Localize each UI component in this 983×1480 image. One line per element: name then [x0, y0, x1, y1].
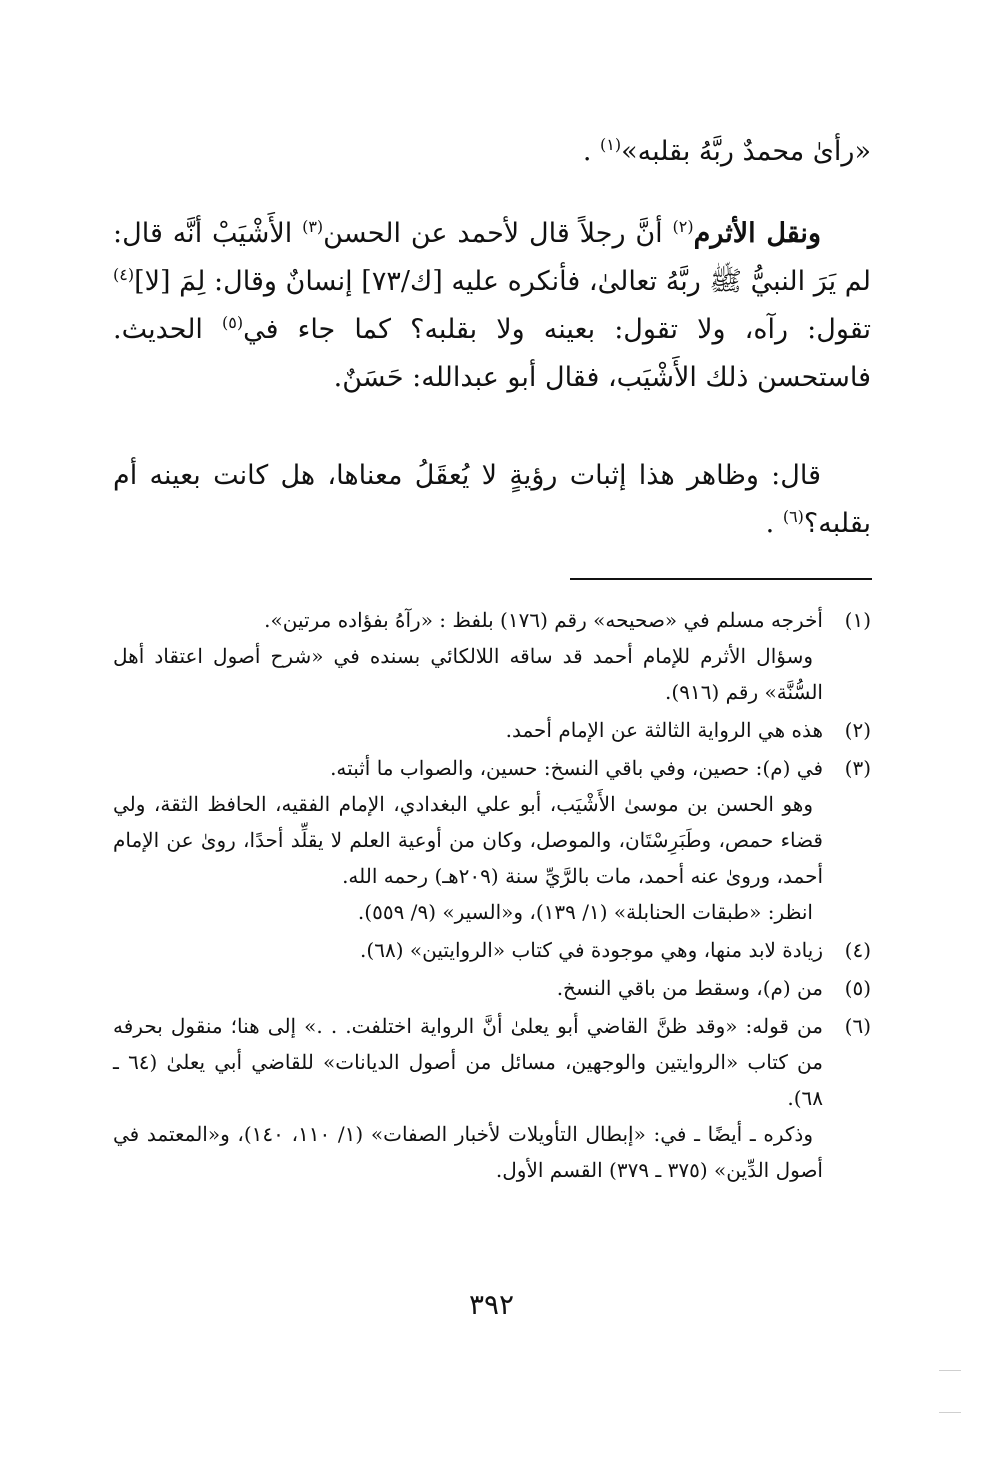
footnote-ref-6: (٦): [782, 507, 804, 526]
footnote-ref-1: (١): [600, 135, 622, 154]
footnote-line: وهو الحسن بن موسىٰ الأَشْيَب، أبو علي البغدادي، الإمام الفقيه، الحافظ الثقة، ولي قضاء حمص، وطَبَرِسْتَان، والموصل، وكان من أوعية العلم لا يقلِّد أحدًا، روىٰ عن الإمام أحمد، وروىٰ عنه أحمد، مات بالرَّيِّ سنة (٢٠٩هـ) رحمه الله.: [113, 792, 823, 888]
athram-name: ونقل الأثرم: [693, 218, 821, 249]
footnote-item: [113, 932, 871, 968]
footnote-line: زيادة لابد منها، وهي موجودة في كتاب «الروايتين» (٦٨).: [360, 938, 823, 962]
footnote-item: [113, 1008, 871, 1188]
footnote-line: أخرجه مسلم في «صحيحه» رقم (١٧٦) بلفظ : «رآهُ بفؤاده مرتين».: [264, 608, 823, 632]
footnote-ref-5: (٥): [222, 313, 244, 332]
footnote-line: هذه هي الرواية الثالثة عن الإمام أحمد.: [505, 718, 823, 742]
footnote-separator: [570, 578, 872, 580]
footnote-line: من (م)، وسقط من باقي النسخ.: [556, 976, 823, 1000]
footnote-line: وسؤال الأثرم للإمام أحمد قد ساقه اللالكائي بسنده في «شرح أصول اعتقاد أهل السُّنَّة» رقم (٩١٦).: [113, 644, 823, 704]
conclusion-paragraph: [113, 452, 871, 548]
footnote-item: [113, 970, 871, 1006]
conclusion-end: .: [765, 508, 783, 539]
footnote-number: (٣): [844, 756, 871, 780]
footnote-body: [113, 602, 823, 710]
athram-text-3: تقول: رآه، ولا تقول: بعينه ولا بقلبه؟ كما جاء في: [243, 314, 871, 345]
footnote-ref-3: (٣): [302, 217, 324, 236]
footnote-number: (١): [844, 608, 871, 632]
footnote-ref-2: (٢): [672, 217, 694, 236]
footnote-number: (٦): [844, 1014, 871, 1038]
page-number: ٣٩٢: [468, 1288, 515, 1321]
footnote-line: وذكره ـ أيضًا ـ في: «إبطال التأويلات لأخبار الصفات» (١/ ١١٠، ١٤٠)، و«المعتمد في أصول الدِّين» (٣٧٥ ـ ٣٧٩) القسم الأول.: [113, 1122, 823, 1182]
athram-text-4: الحديث. فاستحسن ذلك الأَشْيَب، فقال أبو عبدالله: حَسَنٌ.: [113, 314, 871, 393]
footnote-body: [113, 970, 823, 1006]
quote-end: .: [582, 136, 600, 167]
footnote-body: [113, 1008, 823, 1188]
scan-margin-mark: [939, 1412, 961, 1413]
footnote-item: [113, 750, 871, 930]
footnote-item: [113, 712, 871, 748]
quote-text: «رأىٰ محمدٌ ربَّهُ بقلبه»: [621, 136, 871, 167]
athram-text-1: أنَّ رجلاً قال لأحمد عن الحسن: [323, 218, 673, 249]
footnote-item: [113, 602, 871, 710]
footnote-number: (٢): [844, 718, 871, 742]
footnote-body: [113, 712, 823, 748]
footnote-number: (٤): [844, 938, 871, 962]
athram-paragraph: [113, 210, 871, 402]
quote-paragraph: [113, 128, 871, 176]
footnote-body: [113, 750, 823, 930]
footnote-body: [113, 932, 823, 968]
footnotes-section: [113, 602, 871, 1190]
footnote-line: في (م): حصين، وفي باقي النسخ: حسين، والصواب ما أثبته.: [330, 756, 823, 780]
footnote-line: من قوله: «وقد ظنَّ القاضي أبو يعلىٰ أنَّ الرواية اختلفت. . .» إلى هنا؛ منقول بحرفه من كتاب «الروايتين والوجهين، مسائل من أصول الديانات» للقاضي أبي يعلىٰ (٦٤ ـ ٦٨).: [113, 1014, 823, 1110]
footnote-line: انظر: «طبقات الحنابلة» (١/ ١٣٩)، و«السير» (٩/ ٥٥٩).: [357, 900, 813, 924]
footnote-number: (٥): [844, 976, 871, 1000]
conclusion-text: قال: وظاهر هذا إثبات رؤيةٍ لا يُعقَلُ معناها، هل كانت بعينه أم بقلبه؟: [113, 460, 871, 539]
athram-text-2: الأَشْيَبْ أنَّه قال: لم يَرَ النبيُّ ﷺ ربَّهُ تعالىٰ، فأنكره عليه [ك/٧٣] إنسانٌ وقال: لِمَ [لا]: [113, 218, 872, 297]
footnote-ref-4: (٤): [113, 265, 135, 284]
scan-margin-mark: [939, 1370, 961, 1371]
